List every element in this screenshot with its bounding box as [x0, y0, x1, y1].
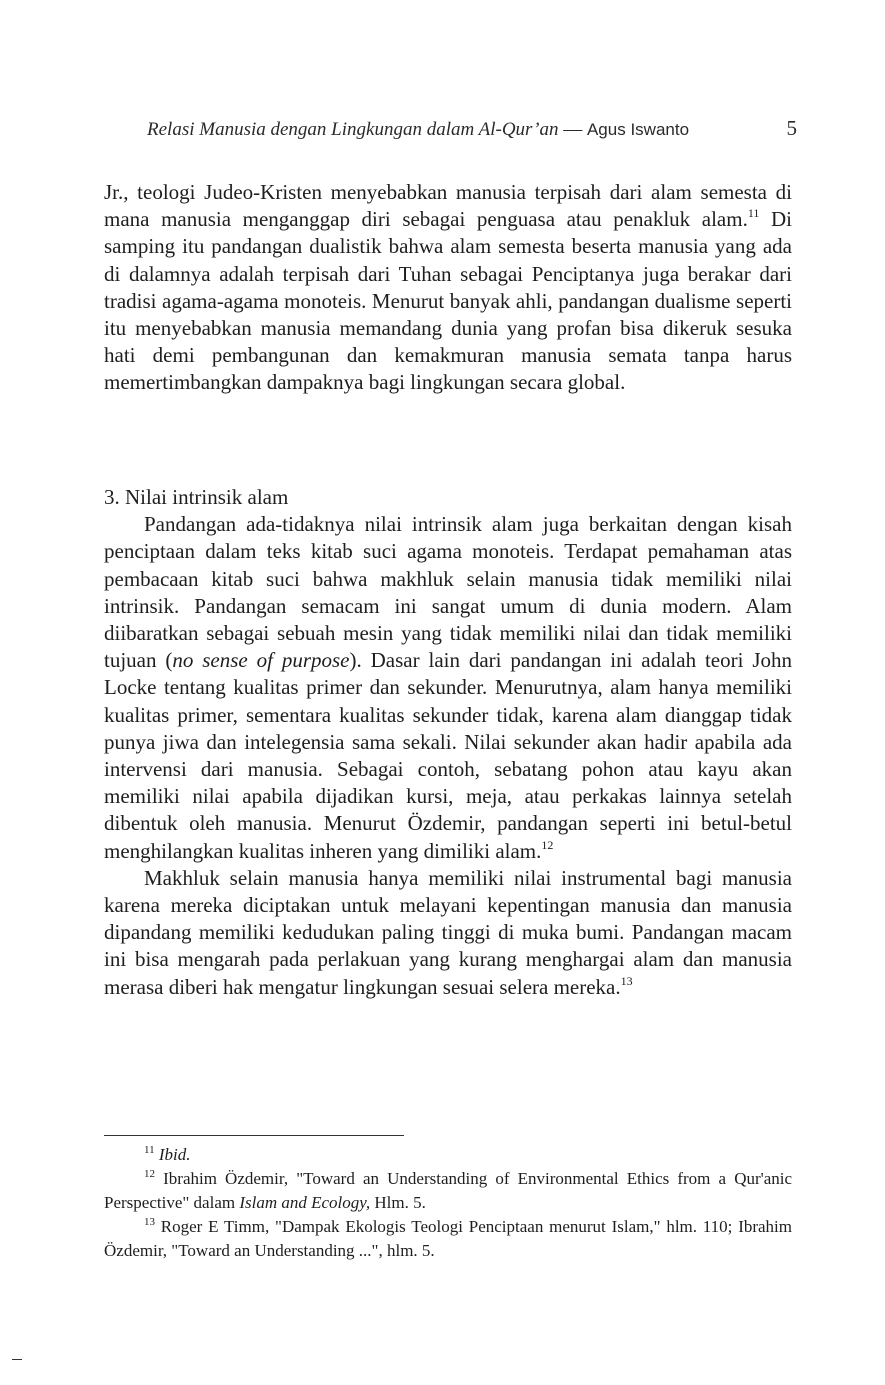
section-paragraph-2	[104, 865, 792, 1001]
section-intrinsic-value	[104, 484, 792, 1001]
margin-mark	[12, 1359, 22, 1360]
footnote-13	[104, 1215, 792, 1263]
page-number: 5	[786, 116, 797, 140]
footnote-13-text: Roger E Timm, "Dampak Ekologis Teologi Penciptaan menurut Islam," hlm. 110; Ibrahim Özdemir, "Toward an Understanding ...", hlm. 5.	[104, 1217, 793, 1260]
continuation-paragraph	[104, 179, 792, 397]
section-heading: 3. Nilai intrinsik alam	[104, 485, 289, 509]
section-p2-text: Makhluk selain manusia hanya memiliki nilai instrumental bagi manusia karena mereka diciptakan untuk melayani kepentingan manusia dan manusia dipandang memiliki kedudukan paling tinggi di muka bumi. Pandangan macam ini bisa mengarah pada perlakuan yang kurang menghargai alam dan manusia merasa diberi hak mengatur lingkungan sesuai selera mereka.	[104, 865, 792, 999]
footnote-11-number: 11	[144, 1144, 155, 1156]
section-paragraph-1	[104, 511, 792, 865]
section-p1-text-a: Pandangan ada-tidaknya nilai intrinsik alam juga berkaitan dengan kisah penciptaan dalam teks kitab suci agama monoteis. Terdapat pemahaman atas pembacaan kitab suci bahwa makhluk selain manusia tidak memiliki nilai intrinsik. Pandangan semacam ini sangat umum di dunia modern. Alam diibaratkan sebagai sebuah mesin yang tidak memiliki nilai dan tidak memiliki tujuan (	[104, 512, 792, 673]
header-title: Relasi Manusia dengan Lingkungan dalam Al-Qur’an	[147, 119, 559, 140]
section-p1-text-b: ). Dasar lain dari pandangan ini adalah teori John Locke tentang kualitas primer dan sekunder. Menurutnya, alam hanya memiliki kualitas primer, sementara kualitas sekunder tidak, karena alam dianggap tidak punya jiwa dan intelegensia sama sekali. Nilai sekunder akan hadir apabila ada intervensi dari manusia. Sebagai contoh, sebatang pohon atau kayu akan memiliki nilai apabila dijadikan kursi, meja, atau perkakas lainnya setelah dibentuk oleh manusia. Menurut Özdemir, pandangan seperti ini betul-betul menghilangkan kualitas inheren yang dimiliki alam.	[104, 648, 793, 863]
footnote-ref-13: 13	[620, 973, 633, 988]
footnote-divider	[104, 1135, 404, 1136]
running-header	[147, 117, 797, 143]
header-author: Agus Iswanto	[586, 120, 690, 139]
footnote-12	[104, 1167, 792, 1215]
para1-text-a: Jr., teologi Judeo-Kristen menyebabkan manusia terpisah dari alam semesta di mana manusia menganggap diri sebagai penguasa atau penakluk alam.	[104, 180, 792, 232]
footnote-11-text: Ibid.	[158, 1145, 191, 1164]
section-p1-italic: no sense of purpose	[172, 648, 350, 673]
footnote-12-text-a: Ibrahim Özdemir, "Toward an Understanding of Environmental Ethics from a Qur'anic Perspective" dalam	[104, 1169, 793, 1212]
header-separator: —	[558, 119, 587, 140]
footnote-12-number: 12	[144, 1168, 155, 1180]
para1-text-b: Di samping itu pandangan dualistik bahwa alam semesta beserta manusia yang ada di dalamnya adalah terpisah dari Tuhan sebagai Penciptanya juga berakar dari tradisi agama-agama monoteis. Menurut banyak ahli, pandangan dualisme seperti itu menyebabkan manusia memandang dunia yang profan bisa dikeruk sesuka hati demi pembangunan dan kemakmuran manusia semata tanpa harus memertimbangkan dampaknya bagi lingkungan secara global.	[104, 207, 792, 395]
footnote-ref-11: 11	[747, 206, 760, 221]
footnote-12-italic: Islam and Ecology,	[239, 1193, 371, 1212]
footnote-11	[104, 1143, 792, 1167]
footnote-13-number: 13	[144, 1216, 155, 1228]
footnotes	[104, 1143, 792, 1263]
footnote-ref-12: 12	[541, 837, 554, 852]
footnote-12-text-b: Hlm. 5.	[370, 1193, 426, 1212]
